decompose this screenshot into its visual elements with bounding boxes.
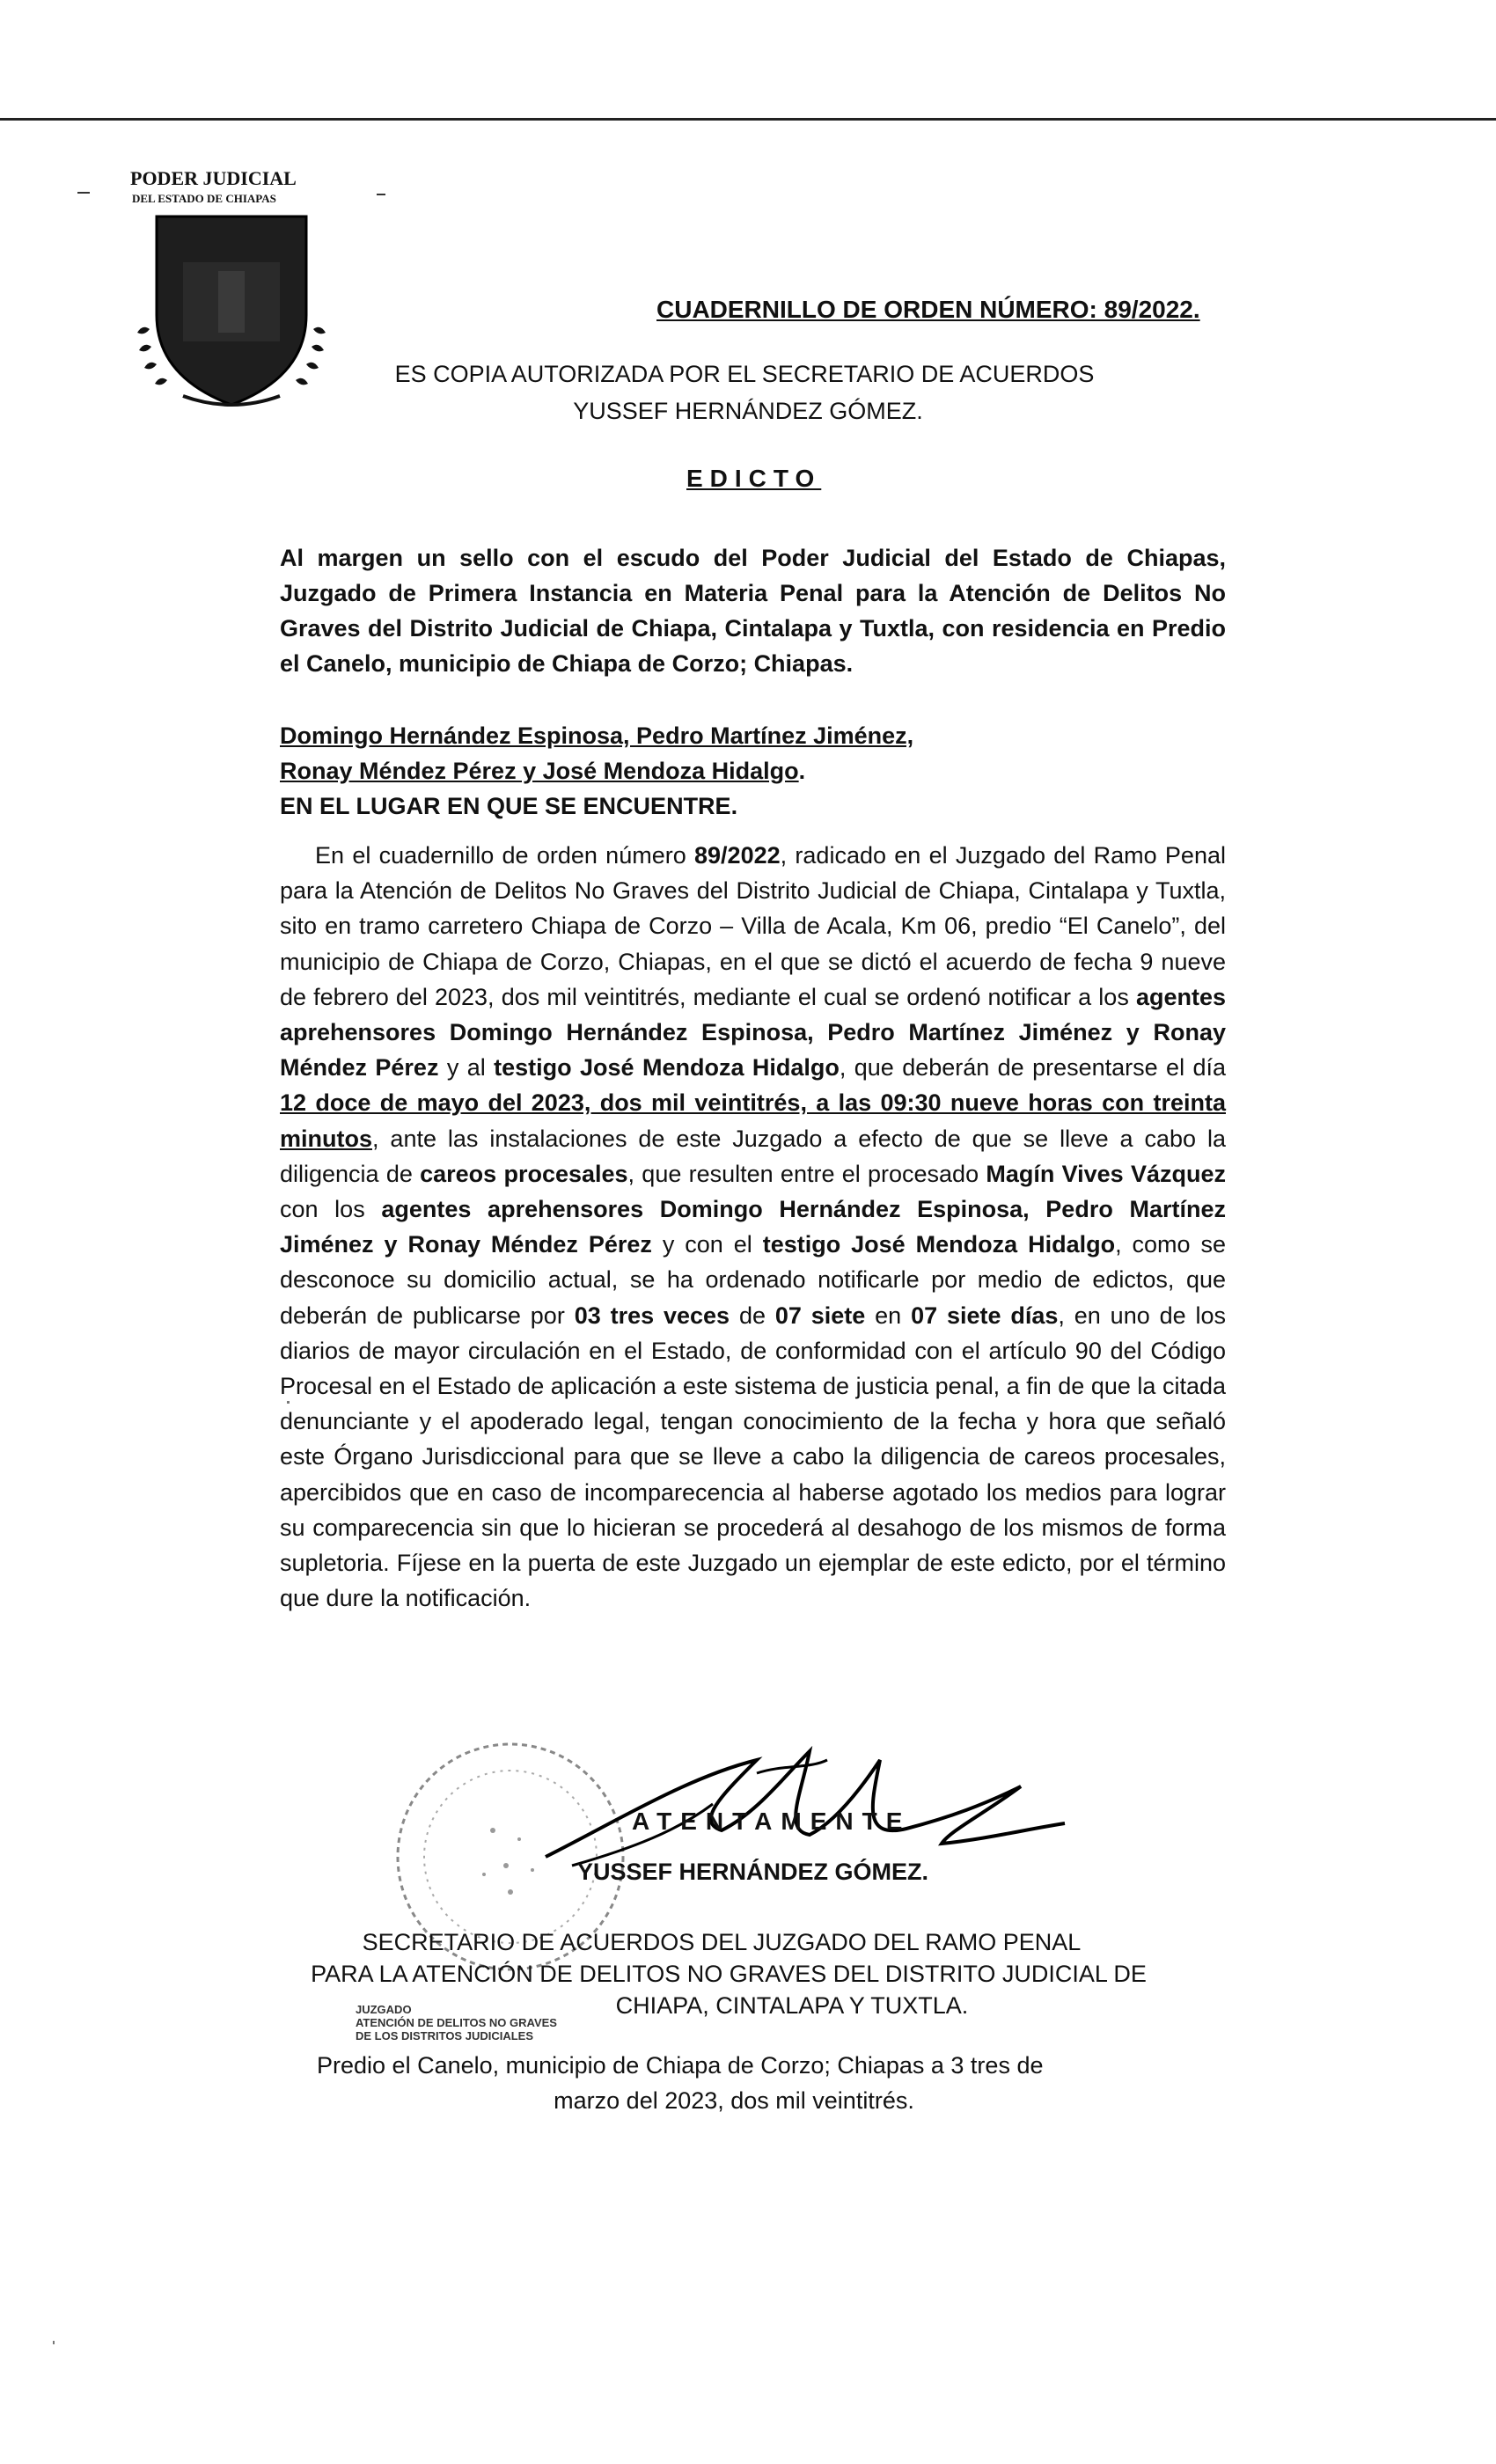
body-bold: agentes aprehensores Domingo Hernández Espinosa, Pedro Martínez Jiménez y Ronay Méndez Pérez (280, 1196, 1226, 1258)
body-bold: agentes aprehensores Domingo Hernández Espinosa, Pedro Martínez Jiménez y Ronay Méndez Pérez (280, 983, 1226, 1082)
scan-speck (287, 1401, 290, 1404)
signer-title-line: PARA LA ATENCIÓN DE DELITOS NO GRAVES DEL DISTRITO JUDICIAL DE (311, 1961, 1147, 1987)
body-text: , radicado en el Juzgado del Ramo Penal para la Atención de Delitos No Graves del Distrito Judicial de Chiapa, Cintalapa y Tuxtla, sito en tramo carretero Chiapa de Corzo – Villa de Acala, Km 06, predio “El Canelo”, del municipio de Chiapa de Corzo, Chiapas, en el que se dictó el acuerdo de fecha 9 nueve de febrero del 2023, dos mil veintitrés, mediante el cual se ordenó notificar a los (280, 842, 1226, 1010)
signer-title-line: SECRETARIO DE ACUERDOS DEL JUZGADO DEL RAMO PENAL (362, 1929, 1082, 1955)
body-text: , ante las instalaciones de este Juzgado a efecto de que se lleve a cabo la diligencia de (280, 1125, 1226, 1187)
closing-salutation: ATENTAMENTE (632, 1808, 912, 1835)
body-bold: 07 siete (774, 1302, 866, 1329)
margin-seal-paragraph: Al margen un sello con el escudo del Poder Judicial del Estado de Chiapas, Juzgado de Primera Instancia en Materia Penal para la Atención de Delitos No Graves del Distrito Judicial de Chiapa, Cintalapa y Tuxtla, con residencia en Predio el Canelo, municipio de Chiapa de Corzo; Chiapas. (280, 545, 1226, 677)
body-text: y con el (651, 1231, 763, 1258)
signer-title-line: CHIAPA, CINTALAPA Y TUXTLA. (615, 1992, 969, 2019)
body-text: y al (438, 1054, 495, 1082)
body-text: , como se desconoce su domicilio actual, se ha ordenado notificarle por medio de edictos, que deberán de publicarse por (280, 1231, 1226, 1329)
place-date-line: marzo del 2023, dos mil veintitrés. (554, 2087, 914, 2114)
body-text: en (865, 1302, 912, 1329)
body-bold: careos procesales (420, 1160, 628, 1187)
order-number: CUADERNILLO DE ORDEN NÚMERO: 89/2022. (656, 296, 1200, 323)
hearing-date: 12 doce de mayo del 2023, dos mil veintitrés, a las 09:30 nueve horas con treinta minutos (280, 1089, 1226, 1152)
scan-mark (377, 194, 385, 195)
body-text: de (730, 1302, 775, 1329)
stamp-line: DE LOS DISTRITOS JUDICIALES (356, 2029, 534, 2042)
body-text: En el cuadernillo de orden número (315, 842, 695, 869)
body-text: , que deberán de presentarse el día (839, 1054, 1226, 1082)
addressee-end: . (798, 758, 806, 784)
scan-mark (77, 192, 90, 194)
authorized-copy-line: ES COPIA AUTORIZADA POR EL SECRETARIO DE ACUERDOS (394, 361, 1095, 387)
logo-title: PODER JUDICIAL (130, 167, 297, 189)
place-date-line: Predio el Canelo, municipio de Chiapa de Corzo; Chiapas a 3 tres de (317, 2052, 1044, 2079)
body-bold: 07 siete días (911, 1302, 1059, 1329)
body-bold: Magín Vives Vázquez (986, 1160, 1226, 1187)
addressee-location: EN EL LUGAR EN QUE SE ENCUENTRE. (280, 793, 738, 819)
body-text: , que resulten entre el procesado (627, 1160, 986, 1187)
authorized-copy-name: YUSSEF HERNÁNDEZ GÓMEZ. (573, 398, 923, 424)
body-text: , en uno de los diarios de mayor circulación en el Estado, de conformidad con el artículo 90 del Código Procesal en el Estado de aplicación a este sistema de justicia penal, a fin de que la citada denunciante y el apoderado legal, tengan conocimiento de la fecha y hora que señaló este Órgano Jurisdiccional para que se lleve a cabo la diligencia de careos procesales, apercibidos que en caso de incomparecencia al haberse agotado los medios para lograr su comparecencia sin que lo hicieran se procederá al desahogo de los mismos de forma supletoria. Fíjese en la puerta de este Juzgado un ejemplar de este edicto, por el término que dure la notificación. (280, 1302, 1227, 1612)
addressee-line: Domingo Hernández Espinosa, Pedro Martínez Jiménez, (280, 722, 914, 749)
body-bold: testigo José Mendoza Hidalgo (494, 1054, 840, 1082)
top-rule (0, 118, 1496, 121)
body-bold: 89/2022 (694, 842, 781, 869)
body-text: con los (280, 1196, 382, 1223)
addressees (280, 718, 1226, 824)
stamp-line: ATENCIÓN DE DELITOS NO GRAVES (356, 2016, 557, 2029)
scan-speck (53, 2341, 55, 2344)
body-paragraph (280, 838, 1226, 1616)
addressee-line: Ronay Méndez Pérez y José Mendoza Hidalgo (280, 758, 799, 784)
signer-name: YUSSEF HERNÁNDEZ GÓMEZ. (577, 1859, 929, 1885)
stamp-line: JUZGADO (356, 2003, 412, 2016)
document-title: EDICTO (686, 465, 822, 492)
court-stamp-text (356, 2003, 557, 2042)
body-bold: testigo José Mendoza Hidalgo (762, 1231, 1116, 1258)
logo-subtitle: DEL ESTADO DE CHIAPAS (132, 192, 276, 205)
body-bold: 03 tres veces (574, 1302, 730, 1329)
